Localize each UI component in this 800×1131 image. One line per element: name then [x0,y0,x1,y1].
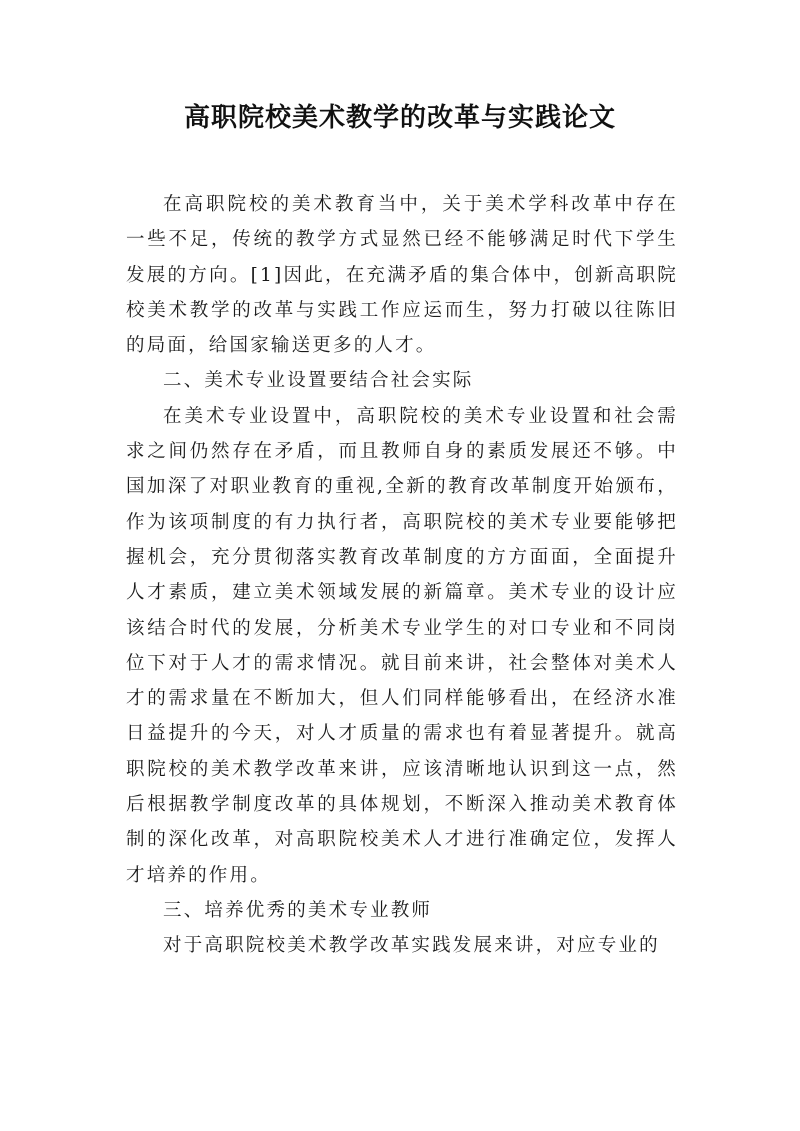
paragraph-section-2: 在美术专业设置中，高职院校的美术专业设置和社会需求之间仍然存在矛盾，而且教师自身的素质发展还不够。中国加深了对职业教育的重视,全新的教育改革制度开始颁布，作为该项制度的有力执行者，高职院校的美术专业要能够把握机会，充分贯彻落实教育改革制度的方方面面，全面提升人才素质，建立美术领域发展的新篇章。美术专业的设计应该结合时代的发展，分析美术专业学生的对口专业和不同岗位下对于人才的需求情况。就目前来讲，社会整体对美术人才的需求量在不断加大，但人们同样能够看出，在经济水准日益提升的今天，对人才质量的需求也有着显著提升。就高职院校的美术教学改革来讲，应该清晰地认识到这一点，然后根据教学制度改革的具体规划，不断深入推动美术教育体制的深化改革，对高职院校美术人才进行准确定位，发挥人才培养的作用。 [126,405,678,886]
paragraph-intro: 在高职院校的美术教育当中，关于美术学科改革中存在一些不足，传统的教学方式显然已经不能够满足时代下学生发展的方向。[1]因此，在充满矛盾的集合体中，创新高职院校美术教学的改革与实践工作应运而生，努力打破以往陈旧的局面，给国家输送更多的人才。 [126,194,678,357]
document-title: 高职院校美术教学的改革与实践论文 [183,103,616,133]
section-heading-3: 三、培养优秀的美术专业教师 [163,899,433,921]
section-heading-2: 二、美术专业设置要结合社会实际 [163,370,474,392]
paragraph-section-3: 对于高职院校美术教学改革实践发展来讲，对应专业的 [163,935,660,957]
document-body [126,187,678,964]
